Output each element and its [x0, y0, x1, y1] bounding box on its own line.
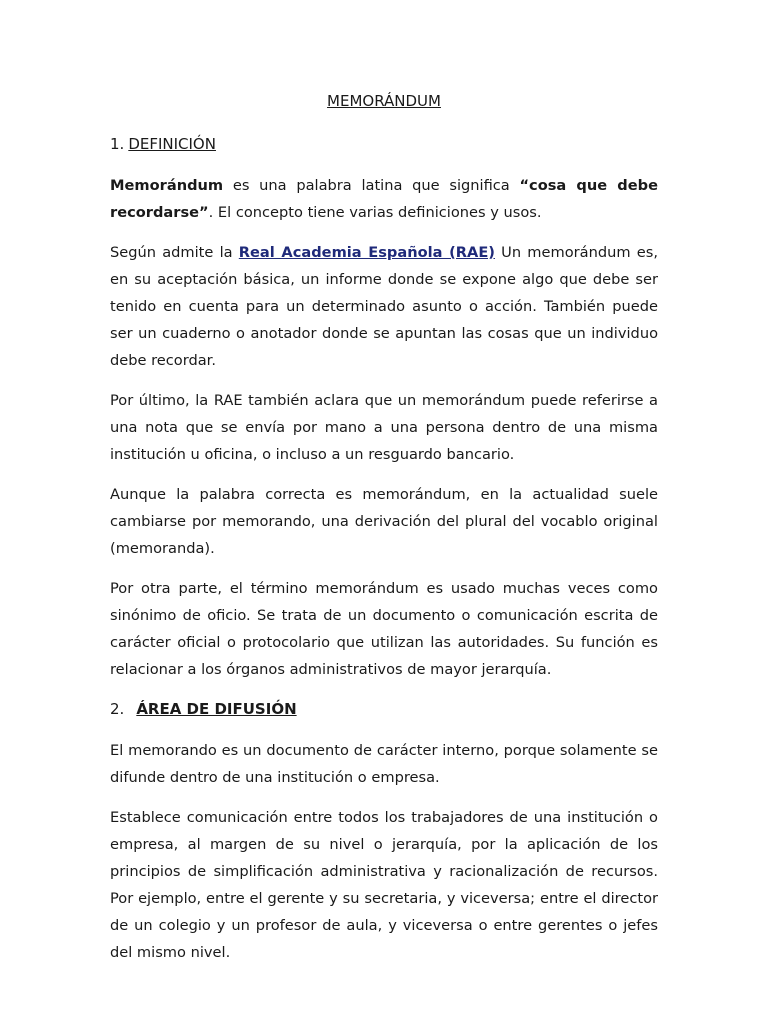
- paragraph: Establece comunicación entre todos los trabajadores de una institución o empresa, al margen de su nivel o jerarquía, por la aplicación de los principios de simplificación administrativa y racionalización de recursos. Por ejemplo, entre el gerente y su secretaria, y viceversa; entre el director de un colegio y un profesor de aula, y viceversa o entre gerentes o jefes del mismo nivel.: [110, 809, 658, 961]
- section-heading-text: DEFINICIÓN: [128, 135, 216, 153]
- paragraph: Por otra parte, el término memorándum es usado muchas veces como sinónimo de oficio. Se trata de un documento o comunicación escrita de carácter oficial o protocolario que utilizan las autoridades. Su función es relacionar a los órganos administrativos de mayor jerarquía.: [110, 580, 658, 678]
- document-body: [110, 88, 658, 979]
- paragraph: Aunque la palabra correcta es memorándum, en la actualidad suele cambiarse por memorando, una derivación del plural del vocablo original (memoranda).: [110, 486, 658, 557]
- paragraph-text: Un memorándum es, en su aceptación básica, un informe donde se expone algo que debe ser tenido en cuenta para un determinado asunto o acción. También puede ser un cuaderno o anotador donde se apuntan las cosas que un individuo debe recordar.: [110, 244, 658, 369]
- rae-link[interactable]: Real Academia Española (RAE): [238, 244, 495, 261]
- paragraph: Por último, la RAE también aclara que un memorándum puede referirse a una nota que se envía por mano a una persona dentro de una misma institución u oficina, o incluso a un resguardo bancario.: [110, 392, 658, 463]
- section-heading-definicion: [110, 131, 658, 158]
- paragraph-text: es una palabra latina que significa: [223, 177, 520, 194]
- section-number: 2.: [110, 700, 125, 718]
- paragraph: El memorando es un documento de carácter interno, porque solamente se difunde dentro de una institución o empresa.: [110, 742, 658, 786]
- page-title: MEMORÁNDUM: [327, 92, 441, 110]
- quote-text: “cosa que debe recordarse”: [110, 177, 658, 221]
- paragraph: [110, 239, 658, 374]
- section-heading-text: ÁREA DE DIFUSIÓN: [136, 700, 297, 718]
- paragraph: [110, 172, 658, 226]
- section-number: 1.: [110, 135, 125, 153]
- term-memorandum: Memorándum: [110, 177, 224, 194]
- section-heading-area-difusion: [110, 696, 658, 723]
- paragraph-text: Según admite la: [110, 244, 239, 261]
- paragraph-text: . El concepto tiene varias definiciones y usos.: [208, 204, 542, 221]
